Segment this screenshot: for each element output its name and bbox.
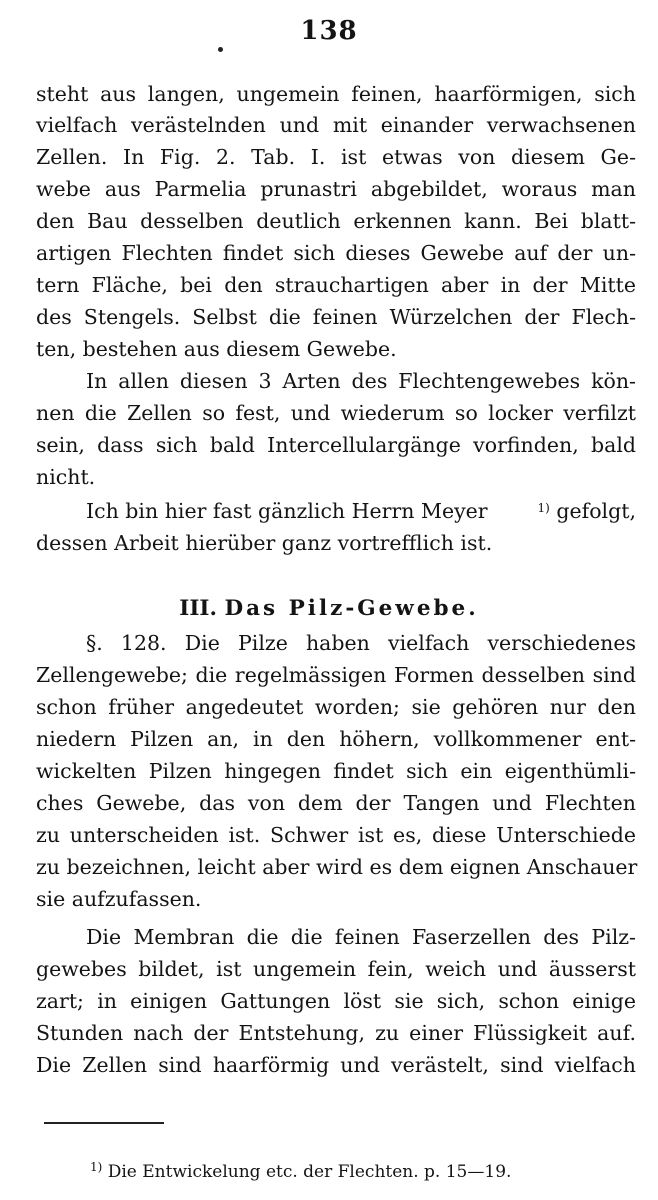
text-line-4: webe aus Parmelia prunastri abgebildet, woraus man [36, 177, 636, 201]
paragraph-line-3: schon früher angedeutet worden; sie gehören nur den [36, 695, 636, 719]
text-line-14-end [538, 501, 636, 522]
paragraph-line-12: zart; in einigen Gattungen löst sie sich, schon einige [36, 989, 636, 1013]
paragraph-line-10: Die Membran die die feinen Faserzellen des Pilz- [86, 925, 636, 949]
text-line-10: In allen diesen 3 Arten des Flechtengewebes kön- [86, 369, 636, 393]
paragraph-line-8: zu bezeichnen, leicht aber wird es dem eignen Anschauer [36, 855, 638, 879]
section-number: III. [179, 596, 217, 621]
text-line-6: artigen Flechten findet sich dieses Gewebe auf der un- [36, 241, 636, 265]
footnote-marker: 1) [90, 1160, 103, 1174]
text-line-14 [86, 501, 636, 522]
section-title: Das Pilz-Gewebe. [224, 596, 479, 621]
paragraph-line-1: §. 128. Die Pilze haben vielfach verschiedenes [86, 631, 636, 655]
text-line-2: vielfach verästelnden und mit einander verwachsenen [36, 113, 636, 137]
text-line-1: steht aus langen, ungemein feinen, haarförmigen, sich [36, 82, 636, 106]
paragraph-line-2: Zellengewebe; die regelmässigen Formen desselben sind [36, 663, 636, 687]
paragraph-line-14: Die Zellen sind haarförmig und verästelt, sind vielfach [36, 1053, 636, 1077]
paragraph-line-5: wickelten Pilzen hingegen findet sich ein eigenthümli- [36, 759, 636, 783]
text-line-9: ten, bestehen aus diesem Gewebe. [36, 337, 397, 361]
paragraph-line-11: gewebes bildet, ist ungemein fein, weich und äusserst [36, 957, 636, 981]
paragraph-line-9: sie aufzufassen. [36, 887, 202, 911]
page-number: 138 [300, 16, 358, 46]
section-heading [0, 596, 658, 621]
text-line-3: Zellen. In Fig. 2. Tab. I. ist etwas von diesem Ge- [36, 145, 636, 169]
text-line-7: tern Fläche, bei den strauchartigen aber in der Mitte [36, 273, 636, 297]
paragraph-line-13: Stunden nach der Entstehung, zu einer Flüssigkeit auf. [36, 1021, 636, 1045]
paragraph-line-4: niedern Pilzen an, in den höhern, vollkommener ent- [36, 727, 636, 751]
text-line-5: den Bau desselben deutlich erkennen kann. Bei blatt- [36, 209, 636, 233]
text-line-8: des Stengels. Selbst die feinen Würzelchen der Flech- [36, 305, 636, 329]
footnote-text: Die Entwickelung etc. der Flechten. p. 15—19. [107, 1162, 512, 1182]
paragraph-line-7: zu unterscheiden ist. Schwer ist es, diese Unterschiede [36, 823, 636, 847]
text-line-13: nicht. [36, 465, 96, 489]
text-line-14-main: Ich bin hier fast gänzlich Herrn Meyer [86, 499, 488, 523]
text-line-15: dessen Arbeit hierüber ganz vortrefflich ist. [36, 531, 493, 555]
footnote-rule [44, 1122, 164, 1124]
ink-speck [218, 47, 223, 52]
paragraph-line-6: ches Gewebe, das von dem der Tangen und Flechten [36, 791, 636, 815]
footnote [90, 1160, 511, 1182]
text-line-12: sein, dass sich bald Intercellulargänge vorfinden, bald [36, 433, 636, 457]
text-line-11: nen die Zellen so fest, und wiederum so locker verfilzt [36, 401, 636, 425]
footnote-reference: 1) [537, 501, 550, 515]
text-line-14-tail: gefolgt, [556, 499, 636, 523]
